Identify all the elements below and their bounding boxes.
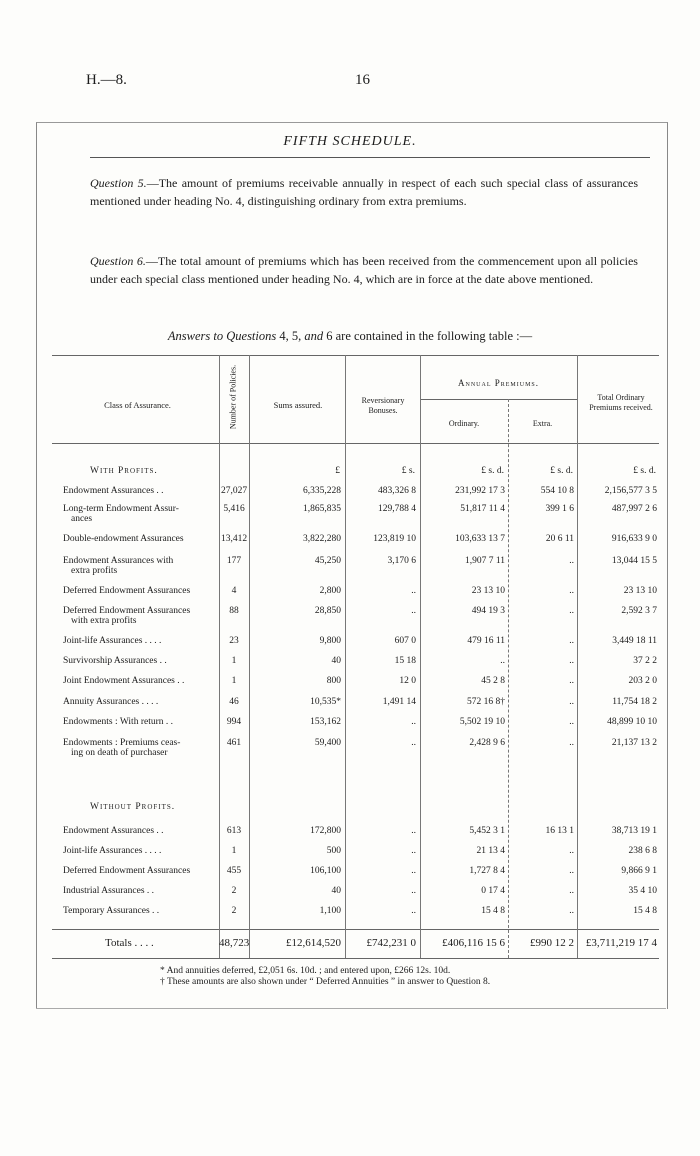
extra-cell: .. (569, 866, 574, 876)
number-cell: 613 (226, 826, 242, 836)
ordinary-cell: 494 19 3 (471, 606, 505, 616)
class-line: Joint Endowment Assurances . . (63, 676, 185, 686)
bonuses-cell: .. (411, 717, 416, 727)
number-cell: 88 (229, 606, 239, 616)
sums-cell: 28,850 (314, 606, 341, 616)
annual-premiums-rule (420, 399, 577, 400)
bonuses-cell: 607 0 (394, 636, 416, 646)
table-row (0, 606, 700, 624)
table-row (0, 826, 700, 844)
class-cell (63, 636, 215, 646)
number-cell: 46 (229, 697, 239, 707)
bonuses-cell: 483,326 8 (378, 486, 416, 496)
class-cell (63, 656, 215, 666)
total-cell: 2,156,577 3 5 (604, 486, 657, 496)
number-cell: 2 (231, 886, 237, 896)
sums-cell: 10,535* (310, 697, 341, 707)
sums-cell: 2,800 (319, 586, 341, 596)
number-cell: 5,416 (223, 504, 245, 514)
section-without-profits: Without Profits. (90, 802, 176, 812)
col-total-header: Total Ordinary Premiums received. (589, 393, 653, 412)
total-cell: 37 2 2 (633, 656, 657, 666)
table-row (0, 846, 700, 864)
total-cell: 13,044 15 5 (611, 556, 657, 566)
bonuses-cell: 1,491 14 (382, 697, 416, 707)
sums-cell: 1,100 (319, 906, 341, 916)
number-cell: 1 (231, 846, 237, 856)
number-cell: 994 (226, 717, 242, 727)
class-cell (63, 586, 215, 596)
extra-cell: .. (569, 697, 574, 707)
class-cell (63, 697, 215, 707)
table-row (0, 866, 700, 884)
class-line: Joint-life Assurances . . . . (63, 636, 162, 646)
sums-cell: 40 (331, 656, 341, 666)
number-cell: 23 (229, 636, 239, 646)
class-line: Joint-life Assurances . . . . (63, 846, 162, 856)
intro-c: and (304, 329, 324, 343)
extra-cell: 399 1 6 (545, 504, 574, 514)
sums-cell: 3,822,280 (303, 534, 341, 544)
number-cell: 177 (226, 556, 242, 566)
class-cell (63, 676, 215, 686)
ordinary-cell: 1,907 7 11 (464, 556, 505, 566)
ordinary-cell: 5,502 19 10 (459, 717, 505, 727)
totals-ordinary: £406,116 15 6 (442, 937, 505, 949)
totals-extra: £990 12 2 (530, 937, 574, 949)
unit-ordinary: £ s. d. (481, 466, 504, 476)
class-line: Survivorship Assurances . . (63, 656, 167, 666)
sums-cell: 59,400 (314, 738, 341, 748)
col-class-header: Class of Assurance. (104, 400, 171, 410)
ordinary-cell: 15 4 8 (481, 906, 505, 916)
sums-cell: 9,800 (319, 636, 341, 646)
bonuses-cell: 12 0 (399, 676, 416, 686)
unit-sums: £ (335, 466, 340, 476)
extra-cell: .. (569, 738, 574, 748)
extra-cell: .. (569, 886, 574, 896)
total-cell: 48,899 10 10 (607, 717, 657, 727)
ordinary-cell: 572 16 8† (467, 697, 505, 707)
question-5-text: —The amount of premiums receivable annually in respect of each such special class of assurances mentioned under heading No. 4, distinguishing ordinary from extra premiums. (90, 176, 638, 208)
number-cell: 1 (231, 656, 237, 666)
col-annual-header: Annual Premiums. (457, 378, 539, 388)
intro-d: 6 are contained in the following table :— (326, 329, 533, 343)
class-line: Deferred Endowment Assurances (63, 866, 191, 876)
total-cell: 238 6 8 (628, 846, 657, 856)
ordinary-cell: .. (500, 656, 505, 666)
class-cell (63, 886, 215, 896)
question-6-text: —The total amount of premiums which has been received from the commencement upon all policies under each special class mentioned under heading No. 4, which are in force at the date above mentioned. (90, 254, 638, 286)
footnote-2: † These amounts are also shown under “ Deferred Annuities ” in answer to Question 8. (160, 977, 491, 987)
class-line-continued: ances (71, 514, 93, 524)
totals-label: Totals . . . . (105, 937, 154, 949)
extra-cell: .. (569, 586, 574, 596)
table-top-rule (52, 355, 659, 356)
ordinary-cell: 51,817 11 4 (460, 504, 505, 514)
class-cell (63, 504, 215, 524)
ordinary-cell: 1,727 8 4 (469, 866, 505, 876)
totals-sums: £12,614,520 (286, 937, 341, 949)
unit-total: £ s. d. (633, 466, 656, 476)
total-cell: 9,866 9 1 (621, 866, 657, 876)
totals-number: 48,723 (219, 937, 250, 949)
bonuses-cell: .. (411, 738, 416, 748)
ordinary-cell: 0 17 4 (481, 886, 505, 896)
total-cell: 35 4 10 (628, 886, 657, 896)
number-cell: 2 (231, 906, 237, 916)
extra-cell: 554 10 8 (540, 486, 574, 496)
bonuses-cell: .. (411, 586, 416, 596)
table-row (0, 586, 700, 604)
section-with-profits: With Profits. (90, 466, 158, 476)
sums-cell: 40 (331, 886, 341, 896)
footnote-1: * And annuities deferred, £2,051 6s. 10d. ; and entered upon, £266 12s. 10d. (160, 966, 451, 976)
table-row (0, 504, 700, 522)
ordinary-cell: 21 13 4 (476, 846, 505, 856)
class-line: Endowment Assurances . . (63, 486, 164, 496)
class-line: Annuity Assurances . . . . (63, 697, 159, 707)
col-ordinary-header: Ordinary. (448, 419, 480, 428)
class-line: Endowments : With return . . (63, 717, 173, 727)
table-header-rule (52, 443, 659, 444)
class-cell (63, 826, 215, 836)
table-row (0, 534, 700, 552)
table-row (0, 556, 700, 574)
total-cell: 2,592 3 7 (621, 606, 657, 616)
intro-a: Answers to Questions (167, 329, 277, 343)
total-cell: 15 4 8 (633, 906, 657, 916)
question-6-lead: Question 6. (90, 254, 146, 268)
total-cell: 3,449 18 11 (612, 636, 657, 646)
sums-cell: 6,335,228 (303, 486, 341, 496)
col-bonuses-header: Reversionary Bonuses. (361, 396, 405, 415)
class-line: Deferred Endowment Assurances (63, 606, 191, 616)
ordinary-cell: 2,428 9 6 (469, 738, 505, 748)
class-line: Long-term Endowment Assur- (63, 504, 179, 514)
header-code: H.—8. (86, 72, 127, 88)
totals-top-rule (52, 929, 659, 930)
number-cell: 461 (226, 738, 242, 748)
class-cell (63, 534, 215, 544)
ordinary-cell: 103,633 13 7 (455, 534, 505, 544)
bonuses-cell: .. (411, 886, 416, 896)
total-cell: 21,137 13 2 (611, 738, 657, 748)
class-line: Endowments : Premiums ceas- (63, 738, 181, 748)
sums-cell: 45,250 (314, 556, 341, 566)
bonuses-cell: .. (411, 866, 416, 876)
number-cell: 455 (226, 866, 242, 876)
question-5-lead: Question 5. (90, 176, 147, 190)
class-line: Endowment Assurances . . (63, 826, 164, 836)
col-extra-header: Extra. (532, 419, 553, 428)
schedule-title: FIFTH SCHEDULE. (283, 134, 417, 149)
bonuses-cell: .. (411, 906, 416, 916)
total-cell: 203 2 0 (628, 676, 657, 686)
ordinary-cell: 45 2 8 (481, 676, 505, 686)
total-cell: 23 13 10 (623, 586, 657, 596)
class-cell (63, 906, 215, 916)
extra-cell: .. (569, 906, 574, 916)
extra-cell: .. (569, 846, 574, 856)
sums-cell: 106,100 (310, 866, 341, 876)
class-line: Deferred Endowment Assurances (63, 586, 191, 596)
unit-bonuses: £ s. (401, 466, 415, 476)
class-line: Temporary Assurances . . (63, 906, 160, 916)
class-cell (63, 717, 215, 727)
extra-cell: .. (569, 656, 574, 666)
table-row (0, 717, 700, 735)
class-line-continued: ing on death of purchaser (71, 748, 168, 758)
extra-cell: .. (569, 636, 574, 646)
col-sums-header: Sums assured. (273, 400, 323, 410)
table-row (0, 656, 700, 674)
number-cell: 13,412 (220, 534, 248, 544)
sums-cell: 1,865,835 (303, 504, 341, 514)
bonuses-cell: 3,170 6 (387, 556, 416, 566)
bonuses-cell: .. (411, 826, 416, 836)
extra-cell: 16 13 1 (545, 826, 574, 836)
total-cell: 38,713 19 1 (611, 826, 657, 836)
sums-cell: 800 (326, 676, 341, 686)
class-cell (63, 486, 215, 496)
bonuses-cell: 123,819 10 (373, 534, 416, 544)
question-5 (90, 174, 638, 210)
class-cell (63, 606, 215, 626)
table-row (0, 697, 700, 715)
extra-cell: .. (569, 556, 574, 566)
extra-cell: .. (569, 717, 574, 727)
table-row (0, 906, 700, 924)
ordinary-cell: 479 16 11 (467, 636, 505, 646)
sums-cell: 172,800 (310, 826, 341, 836)
total-cell: 916,633 9 0 (611, 534, 657, 544)
intro-b: 4, 5, (279, 329, 302, 343)
table-row (0, 886, 700, 904)
frame-bottom-rule (36, 1008, 666, 1009)
class-cell (63, 846, 215, 856)
totals-total: £3,711,219 17 4 (585, 937, 657, 949)
class-line: Double-endowment Assurances (63, 534, 184, 544)
table-row (0, 676, 700, 694)
table-row (0, 486, 700, 504)
unit-extra: £ s. d. (550, 466, 573, 476)
bonuses-cell: 15 18 (394, 656, 416, 666)
extra-cell: .. (569, 606, 574, 616)
table-intro (0, 329, 700, 344)
bonuses-cell: .. (411, 606, 416, 616)
totals-row (0, 937, 700, 955)
bonuses-cell: 129,788 4 (378, 504, 416, 514)
class-line: Industrial Assurances . . (63, 886, 155, 896)
table-row (0, 738, 700, 756)
ordinary-cell: 231,992 17 3 (455, 486, 505, 496)
class-cell (63, 556, 215, 576)
total-cell: 11,754 18 2 (612, 697, 657, 707)
class-line: Endowment Assurances with (63, 556, 174, 566)
total-cell: 487,997 2 6 (611, 504, 657, 514)
class-line-continued: with extra profits (71, 616, 137, 626)
sums-cell: 153,162 (310, 717, 341, 727)
ordinary-cell: 23 13 10 (471, 586, 505, 596)
table-row (0, 636, 700, 654)
number-cell: 4 (231, 586, 237, 596)
number-cell: 1 (231, 676, 237, 686)
totals-bottom-rule (52, 958, 659, 959)
number-cell: 27,027 (220, 486, 248, 496)
page-number: 16 (355, 72, 370, 88)
extra-cell: 20 6 11 (545, 534, 574, 544)
bonuses-cell: .. (411, 846, 416, 856)
sums-cell: 500 (326, 846, 341, 856)
class-cell (63, 738, 215, 758)
class-line-continued: extra profits (71, 566, 118, 576)
ordinary-cell: 5,452 3 1 (469, 826, 505, 836)
col-number-header: Number of Policies. (228, 364, 238, 430)
question-6 (90, 252, 638, 288)
totals-bonuses: £742,231 0 (366, 937, 416, 949)
class-cell (63, 866, 215, 876)
extra-cell: .. (569, 676, 574, 686)
title-rule (90, 157, 650, 158)
